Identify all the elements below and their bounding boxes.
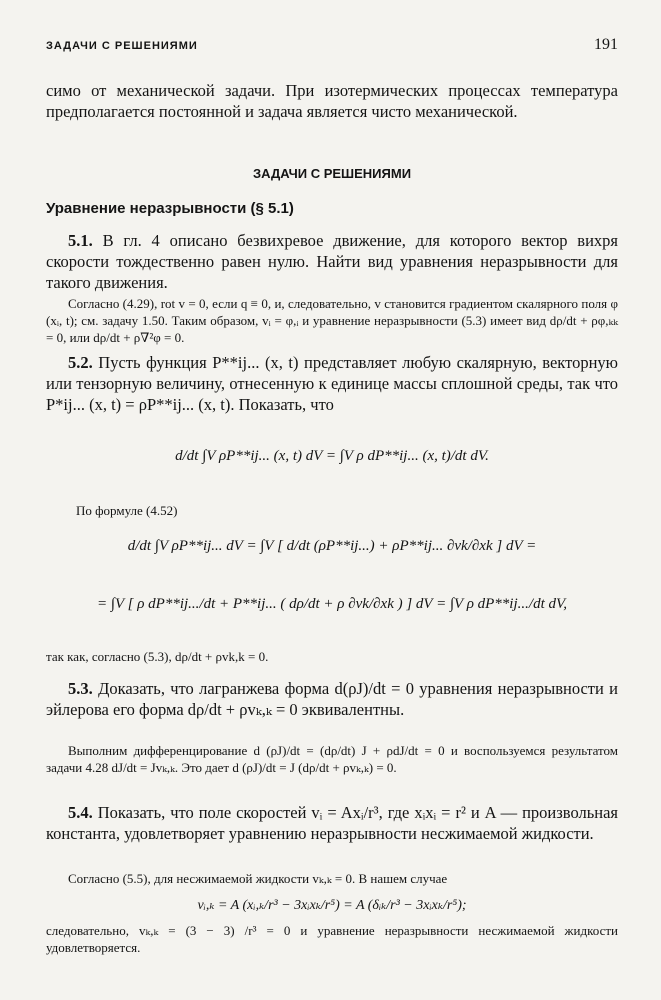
problem-5-1-statement: [46, 230, 618, 293]
problem-text: Показать, что поле скоростей vᵢ = Axᵢ/r³, где xᵢxᵢ = r² и A — произвольная константа, удовлетворяет уравнению неразрывности несжимаемой жидкости.: [46, 803, 618, 843]
page-number: 191: [594, 36, 618, 53]
problem-5-4-formula: vᵢ,ₖ = A (xᵢ,ₖ/r³ − 3xᵢxₖ/r⁵) = A (δᵢₖ/r³ − 3xᵢxₖ/r⁵);: [197, 898, 467, 913]
problem-number: 5.3.: [68, 679, 93, 698]
problem-text: Пусть функция P**ij... (x, t) представляет любую скалярную, векторную или тензорную величину, отнесенную к единице массы сплошной среды, так что P*ij... (x, t) = ρP**ij... (x, t). Показать, что: [46, 353, 619, 414]
problem-5-2-derivation-1: d/dt ∫V ρP**ij... dV = ∫V [ d/dt (ρP**ij...) + ρP**ij... ∂vk/∂xk ] dV =: [127, 538, 537, 554]
problem-5-3-solution: Выполним дифференцирование d (ρJ)/dt = (dρ/dt) J + ρdJ/dt = 0 и воспользуемся результатом задачи 4.28 dJ/dt = Jvₖ,ₖ. Это дает d (ρJ)/dt = J (dρ/dt + ρvₖ,ₖ) = 0.: [46, 743, 618, 775]
problem-text: Доказать, что лагранжева форма d(ρJ)/dt = 0 уравнения неразрывности и эйлерова его форма dρ/dt + ρvₖ,ₖ = 0 эквивалентны.: [46, 679, 618, 719]
problem-5-4-statement: [46, 802, 618, 844]
intro-paragraph: симо от механической задачи. При изотермических процессах температура предполагается постоянной и задача является чисто механической.: [46, 81, 618, 121]
problem-5-2-solution-intro: По формуле (4.52): [76, 503, 178, 518]
book-page: [46, 0, 618, 1000]
problem-text: В гл. 4 описано безвихревое движение, для которого вектор вихря скорости тождественно равен нулю. Найти вид уравнения неразрывности для такого движения.: [46, 231, 619, 292]
subsection-title: Уравнение неразрывности (§ 5.1): [46, 200, 294, 217]
problem-5-2-solution-outro: так как, согласно (5.3), dρ/dt + ρvk,k = 0.: [46, 649, 269, 664]
section-title: ЗАДАЧИ С РЕШЕНИЯМИ: [252, 166, 412, 181]
problem-number: 5.1.: [68, 231, 93, 250]
problem-5-2-formula: d/dt ∫V ρP**ij... (x, t) dV = ∫V ρ dP**ij... (x, t)/dt dV.: [175, 448, 489, 464]
problem-5-2-statement: [46, 352, 618, 415]
running-head: ЗАДАЧИ С РЕШЕНИЯМИ: [46, 40, 198, 52]
problem-5-4-solution-outro: следовательно, vₖ,ₖ = (3 − 3) /r³ = 0 и уравнение неразрывности несжимаемой жидкости удовлетворяется.: [46, 923, 618, 955]
problem-5-4-solution-intro: Согласно (5.5), для несжимаемой жидкости vₖ,ₖ = 0. В нашем случае: [68, 871, 448, 886]
problem-5-2-derivation-2: = ∫V [ ρ dP**ij.../dt + P**ij... ( dρ/dt + ρ ∂vk/∂xk ) ] dV = ∫V ρ dP**ij.../dt dV,: [97, 596, 567, 612]
problem-5-3-statement: [46, 678, 618, 720]
problem-5-1-solution: Согласно (4.29), rot v = 0, если q ≡ 0, и, следовательно, v становится градиентом скалярного поля φ (xᵢ, t); см. задачу 1.50. Таким образом, vᵢ = φ,ᵢ и уравнение неразрывности (5.3) имеет вид dρ/dt + ρφ,ₖₖ = 0, или dρ/dt + ρ∇²φ = 0.: [46, 296, 618, 345]
problem-number: 5.2.: [68, 353, 93, 372]
problem-number: 5.4.: [68, 803, 93, 822]
